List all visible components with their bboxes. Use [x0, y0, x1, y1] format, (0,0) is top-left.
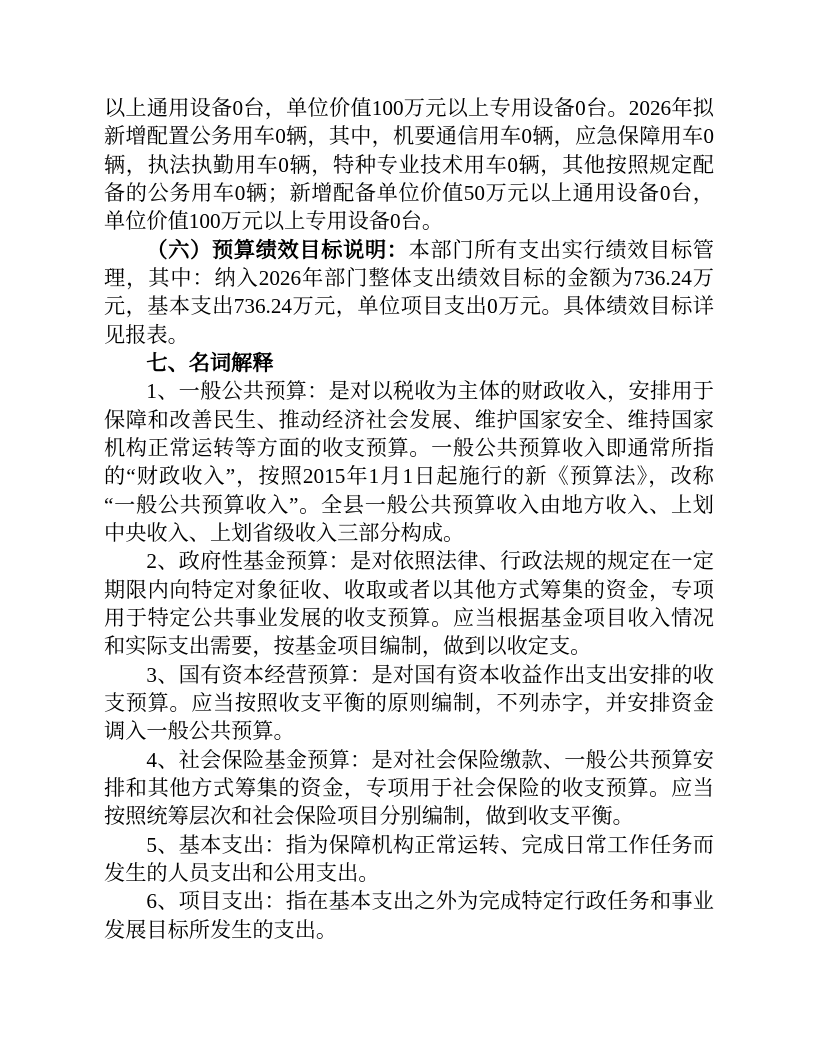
paragraph-body-text: 2、政府性基金预算：是对依照法律、行政法规的规定在一定期限内向特定对象征收、收取或者以其他方式筹集的资金，专项用于特定公共事业发展的收支预算。应当根据基金项目收入情况和实际支出需要，按基金项目编制，做到以收定支。 [104, 549, 714, 659]
glossary-item-general-public-budget [104, 377, 714, 547]
paragraph-body-text: 6、项目支出：指在基本支出之外为完成特定行政任务和事业发展目标所发生的支出。 [104, 889, 714, 942]
glossary-item-government-fund-budget [104, 547, 714, 660]
paragraph-equipment-vehicles [104, 94, 714, 236]
paragraph-body-text: 以上通用设备0台，单位价值100万元以上专用设备0台。2026年拟新增配置公务用车0辆，其中，机要通信用车0辆，应急保障用车0辆，执法执勤用车0辆，特种专业技术用车0辆，其他按照规定配备的公务用车0辆；新增配备单位价值50万元以上通用设备0台，单位价值100万元以上专用设备0台。 [104, 96, 714, 234]
paragraph-performance-goals [104, 236, 714, 349]
glossary-item-state-capital-budget [104, 661, 714, 746]
paragraph-body-text: 1、一般公共预算：是对以税收为主体的财政收入，安排用于保障和改善民生、推动经济社会发展、维护国家安全、维持国家机构正常运转等方面的收支预算。一般公共预算收入即通常所指的“财政收入”，按照2015年1月1日起施行的新《预算法》，改称“一般公共预算收入”。全县一般公共预算收入由地方收入、上划中央收入、上划省级收入三部分构成。 [104, 379, 714, 545]
paragraph-body-text: 4、社会保险基金预算：是对社会保险缴款、一般公共预算安排和其他方式筹集的资金，专项用于社会保险的收支预算。应当按照统筹层次和社会保险项目分别编制，做到收支平衡。 [104, 747, 714, 829]
performance-goals-heading: （六）预算绩效目标说明： [146, 237, 409, 262]
glossary-item-social-insurance-budget [104, 746, 714, 831]
paragraph-body-text: 本部门所有支出实行绩效目标管理，其中：纳入2026年部门整体支出绩效目标的金额为736.24万元，基本支出736.24万元，单位项目支出0万元。具体绩效目标详见报表。 [104, 237, 714, 347]
paragraph-body-text: 5、基本支出：指为保障机构正常运转、完成日常工作任务而发生的人员支出和公用支出。 [104, 832, 714, 885]
glossary-heading-text: 七、名词解释 [146, 350, 274, 375]
glossary-item-project-expenditure [104, 887, 714, 944]
glossary-item-basic-expenditure [104, 831, 714, 888]
paragraph-body-text: 3、国有资本经营预算：是对国有资本收益作出支出安排的收支预算。应当按照收支平衡的原则编制，不列赤字，并安排资金调入一般公共预算。 [104, 662, 714, 744]
heading-glossary [104, 349, 714, 377]
